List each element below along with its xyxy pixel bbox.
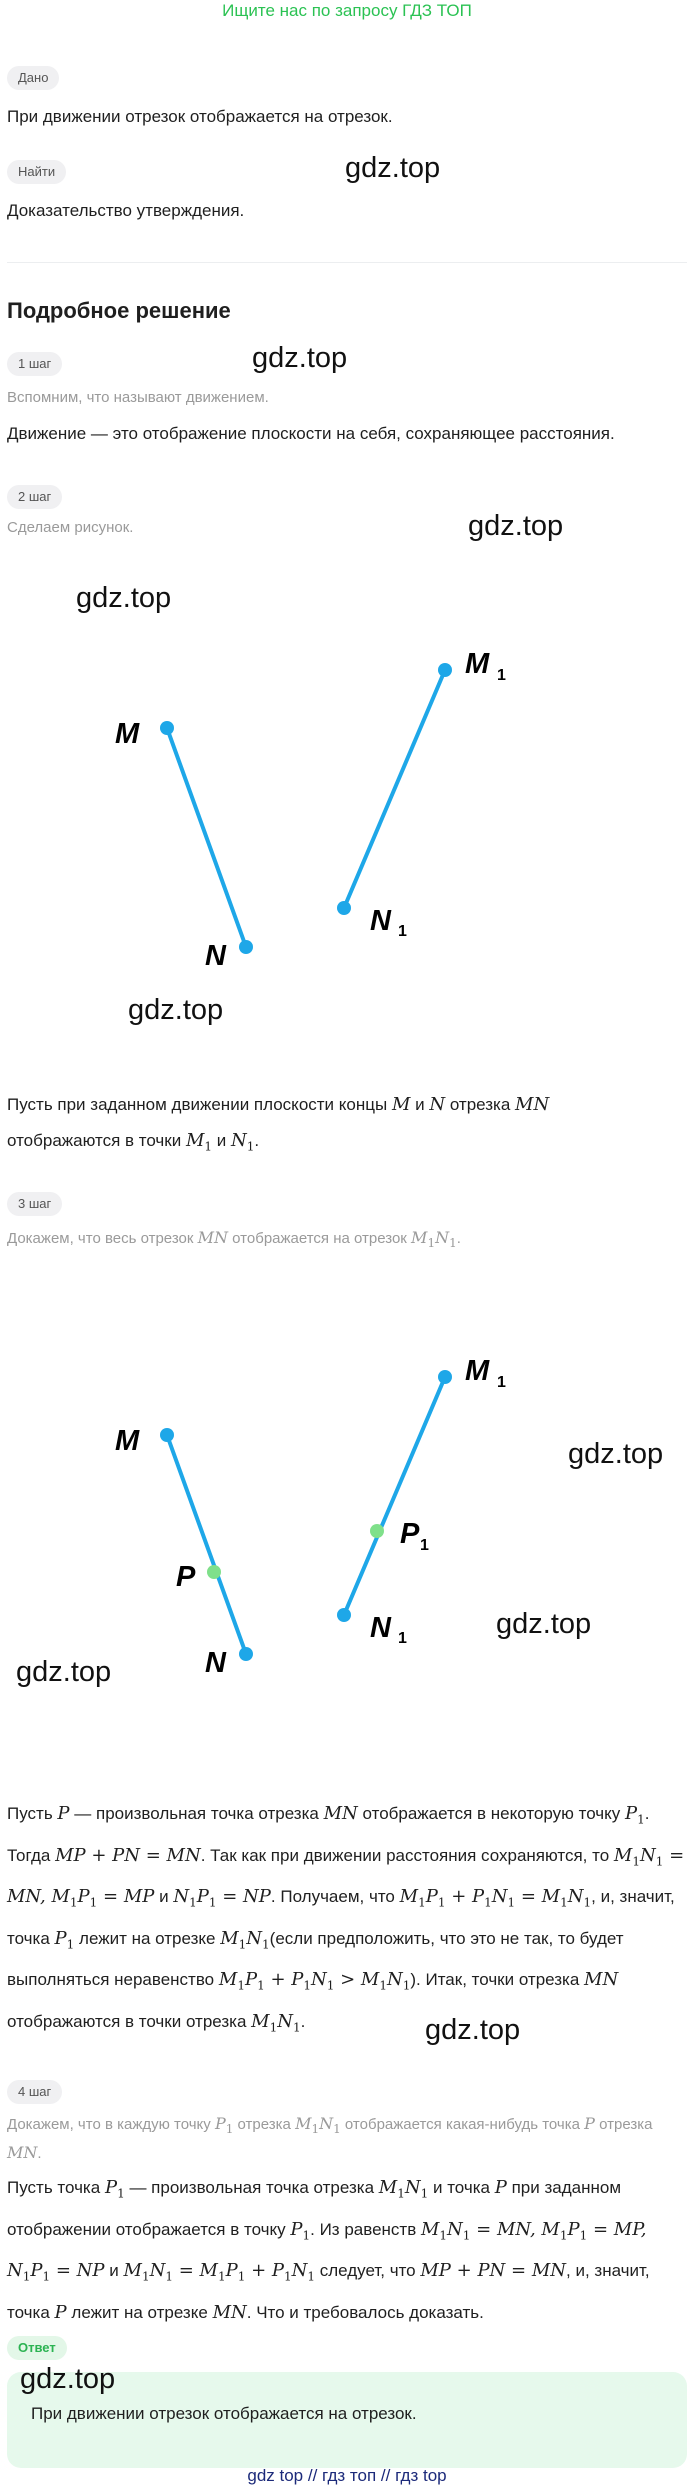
label-m1-sub: 1 [497, 1374, 506, 1391]
figure-point-p [100, 1350, 520, 1690]
point-n [239, 1647, 253, 1661]
label-n1: N [370, 905, 391, 937]
footer-link-gdz-top-mixed[interactable]: гдз top [395, 2466, 447, 2485]
step3-hint: Докажем, что весь отрезок MN отображается на отрезок $M_1N_1$. [7, 1228, 461, 1251]
segment-m1n1 [344, 670, 445, 908]
step2-text: Пусть при заданном движении плоскости концы M и N отрезка MN отображаются в точки $M_1$ и $N_1$. [7, 1094, 550, 1154]
point-m [160, 721, 174, 735]
step2-hint: Сделаем рисунок. [7, 519, 134, 536]
step4-hint: Докажем, что в каждую точку $P_1$ отрезка $M_1N_1$ отображается какая-нибудь точка P отрезка MN. [7, 2114, 653, 2163]
label-p1: P [400, 1518, 420, 1550]
watermark: gdz.top [16, 1656, 112, 1688]
answer-tag: Ответ [7, 2336, 67, 2360]
watermark: gdz.top [128, 994, 224, 1026]
label-n1: N [370, 1612, 391, 1644]
footer-link-gdz-top-ru[interactable]: гдз топ [322, 2466, 377, 2485]
watermark: gdz.top [496, 1608, 592, 1640]
watermark: gdz.top [568, 1438, 664, 1470]
find-tag: Найти [7, 160, 66, 184]
label-p: P [176, 1561, 196, 1593]
solution-title: Подробное решение [7, 298, 231, 323]
segment-m1n1 [344, 1377, 445, 1615]
point-n1 [337, 1608, 351, 1622]
find-text: Доказательство утверждения. [7, 201, 245, 220]
watermark: gdz.top [468, 510, 564, 542]
watermark: gdz.top [76, 582, 172, 614]
given-tag: Дано [7, 66, 59, 90]
footer-separator: // [380, 2466, 391, 2485]
label-n: N [205, 940, 226, 972]
step3-tag: 3 шаг [7, 1192, 62, 1216]
step4-tag: 4 шаг [7, 2080, 62, 2104]
segment-mn [167, 728, 246, 947]
footer-separator: // [307, 2466, 318, 2485]
given-text: При движении отрезок отображается на отрезок. [7, 107, 393, 126]
top-banner[interactable]: Ищите нас по запросу ГДЗ ТОП [222, 1, 472, 20]
watermark: gdz.top [252, 342, 348, 374]
segment-mn [167, 1435, 246, 1654]
footer-links [0, 2462, 694, 2490]
point-n1 [337, 901, 351, 915]
step1-hint: Вспомним, что называют движением. [7, 389, 269, 406]
answer-text: При движении отрезок отображается на отрезок. [31, 2404, 417, 2423]
label-m1-sub: 1 [497, 667, 506, 684]
divider [7, 262, 687, 263]
point-m [160, 1428, 174, 1442]
footer-link-gdz-top[interactable]: gdz top [247, 2466, 304, 2485]
label-n1-sub: 1 [398, 1630, 407, 1647]
point-p [207, 1565, 221, 1579]
step4-text: Пусть точка $P_1$ — произвольная точка отрезка $M_1N_1$ и точка P при заданном отображении отображается в точку $P_1$. Из равенств $M_1N_1$ = MN, $M_1P_1$ = MP, $N_1P_1$ = NP и $M_1N_1 = M_1P_1 + P_1N_1$ следует, что MP + PN = MN, и, значит, точка P лежит на отрезке MN. Что и требовалось доказать. [7, 2177, 650, 2323]
step2-tag: 2 шаг [7, 485, 62, 509]
label-p1-sub: 1 [420, 1537, 429, 1554]
point-n [239, 940, 253, 954]
label-m1: M [465, 648, 490, 680]
point-m1 [438, 1370, 452, 1384]
watermark: gdz.top [425, 2014, 521, 2046]
label-n1-sub: 1 [398, 923, 407, 940]
watermark: gdz.top [20, 2363, 116, 2395]
point-m1 [438, 663, 452, 677]
watermark: gdz.top [345, 152, 441, 184]
label-m: M [115, 718, 140, 750]
step1-text: Движение — это отображение плоскости на себя, сохраняющее расстояния. [7, 424, 615, 443]
label-n: N [205, 1647, 226, 1679]
step1-tag: 1 шаг [7, 352, 62, 376]
label-m: M [115, 1425, 140, 1457]
figure-segments [100, 640, 520, 980]
step3-text: Пусть P — произвольная точка отрезка MN отображается в некоторую точку $P_1$. Тогда MP + PN = MN. Так как при движении расстояния сохраняются, то $M_1N_1$ = MN, $M_1P_1$ = MP и $N_1P_1$ = NP. Получаем, что $M_1P_1 + P_1N_1 = M_1N_1$, и, значит, точка $P_1$ лежит на отрезке $M_1N_1(если$ предположить, что это не так, то будет выполняться неравенство $M_1P_1 + P_1N_1 > M_1N_1$). Итак, точки отрезка MN отображаются в точки отрезка $M_1N_1$. [7, 1803, 685, 2035]
label-m1: M [465, 1355, 490, 1387]
point-p1 [370, 1524, 384, 1538]
